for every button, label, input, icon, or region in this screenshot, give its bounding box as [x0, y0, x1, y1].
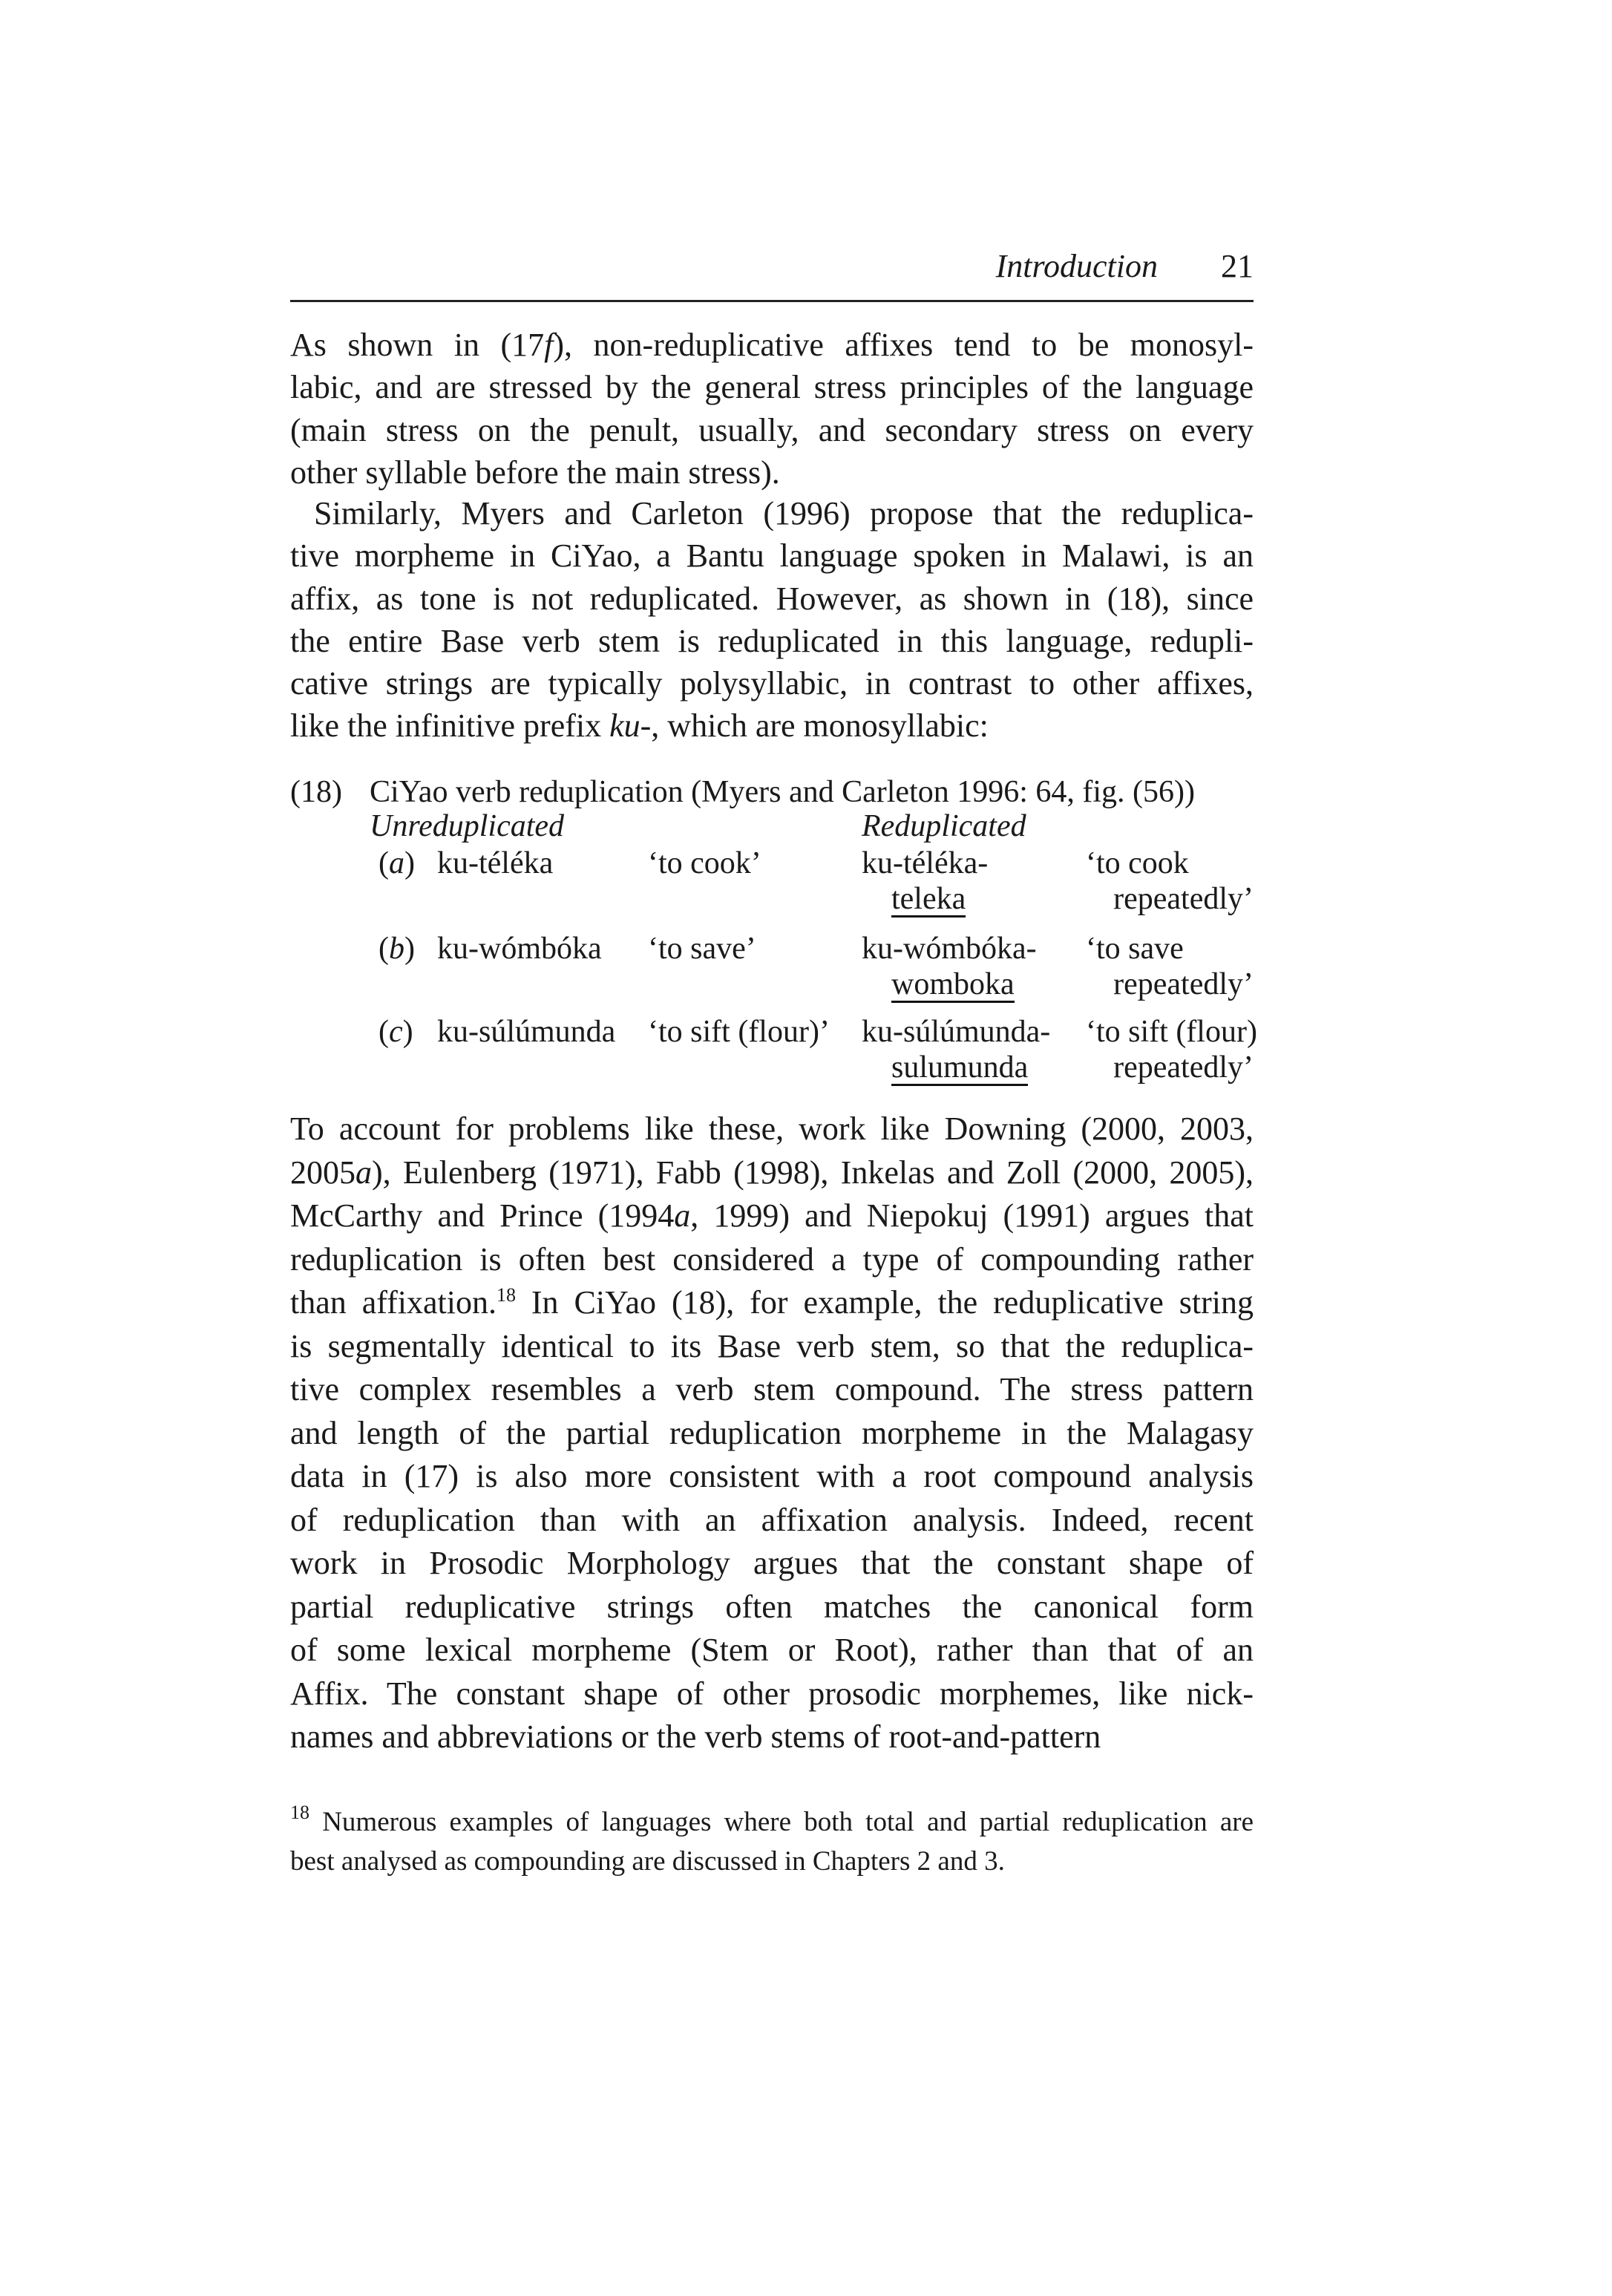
text-segment: of reduplication than with an affixation analysis. Indeed, recent — [290, 1501, 1254, 1538]
text-segment: tive complex resembles a verb stem compound. The stress pattern — [290, 1371, 1254, 1407]
row-letter: c — [389, 1015, 403, 1049]
text-line — [290, 534, 1254, 577]
text-segment: f — [544, 327, 554, 363]
text-line — [290, 1368, 1254, 1412]
text-segment: reduplication is often best considered a type of compounding rather — [290, 1240, 1254, 1278]
text-segment: McCarthy and Prince (1994 — [290, 1197, 675, 1234]
row-letter: a — [389, 846, 404, 880]
reduplicated-gloss-cont: repeatedly’ — [1113, 882, 1254, 916]
text-line — [290, 1412, 1254, 1456]
text-line — [290, 492, 1254, 534]
text-line — [290, 1672, 1254, 1716]
reduplicated-copy — [891, 1049, 1028, 1086]
text-line — [290, 409, 1254, 451]
underlined-copy: sulumunda — [891, 1050, 1029, 1085]
footnote-line: Numerous examples of languages where both total and partial reduplication are — [322, 1807, 1254, 1837]
underlined-copy: teleka — [891, 882, 966, 916]
text-line — [290, 451, 1254, 494]
text-segment: cative strings are typically polysyllabic, in contrast to other affixes, — [290, 665, 1254, 702]
text-segment: like the infinitive prefix — [290, 707, 610, 745]
footnote-marker: 18 — [290, 1802, 309, 1823]
reduplicated-gloss-cont: repeatedly’ — [1113, 967, 1254, 1001]
reduplicated-gloss-cont: repeatedly’ — [1113, 1050, 1254, 1085]
text-line — [290, 1151, 1254, 1195]
text-segment: labic, and are stressed by the general stress principles of the language — [290, 369, 1254, 406]
text-segment: In CiYao (18), for example, the reduplicative string — [515, 1284, 1254, 1321]
text-line — [290, 620, 1254, 662]
text-segment: ku- — [609, 707, 652, 745]
unreduplicated-gloss: ‘to save’ — [648, 932, 756, 966]
text-line — [290, 1629, 1254, 1672]
text-line — [290, 578, 1254, 620]
column-header-unreduplicated: Unreduplicated — [370, 809, 565, 843]
example-title: CiYao verb reduplication (Myers and Carleton 1996: 64, fig. (56)) — [370, 775, 1196, 809]
unreduplicated-gloss: ‘to sift (flour)’ — [648, 1015, 830, 1049]
text-segment: ), Eulenberg (1971), Fabb (1998), Inkelas and Zoll (2000, 2005), — [372, 1154, 1254, 1191]
text-line — [290, 1281, 1254, 1325]
reduplicated-copy — [891, 966, 1015, 1003]
column-header-reduplicated: Reduplicated — [862, 809, 1026, 843]
text-segment: of some lexical morpheme (Stem or Root), rather than that of an — [290, 1632, 1254, 1668]
text-segment: 2005 — [290, 1154, 356, 1191]
text-line — [290, 662, 1254, 704]
underlined-copy: womboka — [891, 967, 1015, 1001]
text-segment: partial reduplicative strings often matches the canonical form — [290, 1588, 1254, 1625]
text-line — [290, 324, 1254, 366]
row-letter: b — [389, 932, 404, 966]
running-title: Introduction — [995, 248, 1158, 284]
text-line — [290, 1325, 1254, 1369]
unreduplicated-gloss: ‘to cook’ — [648, 846, 761, 880]
example-number: (18) — [290, 775, 342, 809]
text-segment: affix, as tone is not reduplicated. However, as shown in (18), since — [290, 580, 1254, 617]
text-segment: To account for problems like these, work like Downing (2000, 2003, — [290, 1111, 1254, 1147]
reduplicated-gloss: ‘to cook — [1086, 846, 1189, 880]
text-segment: (main stress on the penult, usually, and secondary stress on every — [290, 411, 1254, 448]
paragraph-1 — [290, 324, 1254, 494]
text-line — [290, 1586, 1254, 1629]
text-segment: the entire Base verb stem is reduplicated in this language, redupli- — [290, 622, 1254, 659]
footnote-line: best analysed as compounding are discussed in Chapters 2 and 3. — [290, 1846, 1005, 1877]
example-row-label: (a) — [379, 846, 415, 880]
text-segment: work in Prosodic Morphology argues that the constant shape of — [290, 1545, 1254, 1581]
text-line — [290, 1542, 1254, 1586]
reduplicated-stem: ku-téléka- — [862, 846, 989, 880]
text-segment: names and abbreviations or the verb stems of root-and-pattern — [290, 1718, 1101, 1755]
reduplicated-stem: ku-súlúmunda- — [862, 1015, 1051, 1049]
text-segment: data in (17) is also more consistent with a root compound analysis — [290, 1458, 1254, 1494]
example-row-label: (b) — [379, 932, 415, 966]
text-line — [290, 1499, 1254, 1543]
paragraph-2 — [290, 492, 1254, 748]
paragraph-3 — [290, 1108, 1254, 1759]
text-segment: a — [356, 1154, 372, 1191]
text-segment: , which are monosyllabic: — [651, 707, 989, 745]
text-segment: Similarly, Myers and Carleton (1996) propose that the reduplica- — [314, 495, 1254, 532]
unreduplicated-form: ku-súlúmunda — [437, 1015, 616, 1049]
text-segment: ), non-reduplicative affixes tend to be monosyl- — [553, 327, 1254, 363]
example-row-label: (c) — [379, 1015, 413, 1049]
text-line — [290, 1194, 1254, 1238]
reduplicated-copy — [891, 880, 966, 918]
unreduplicated-form: ku-wómbóka — [437, 932, 602, 966]
text-segment: As shown in (17 — [290, 327, 545, 363]
text-segment: , 1999) and Niepokuj (1991) argues that — [690, 1197, 1254, 1234]
text-line — [290, 1716, 1254, 1759]
text-segment: Affix. The constant shape of other prosodic morphemes, like nick- — [290, 1675, 1254, 1712]
header-rule — [290, 300, 1254, 302]
footnote-reference[interactable]: 18 — [496, 1284, 516, 1306]
text-segment: and length of the partial reduplication morpheme in the Malagasy — [290, 1414, 1254, 1451]
reduplicated-gloss: ‘to sift (flour) — [1086, 1015, 1257, 1049]
text-segment: other syllable before the main stress). — [290, 454, 780, 491]
text-line — [290, 704, 1254, 747]
text-segment: than affixation. — [290, 1284, 497, 1321]
text-line — [290, 1455, 1254, 1499]
text-line — [290, 1108, 1254, 1151]
text-segment: tive morpheme in CiYao, a Bantu language spoken in Malawi, is an — [290, 537, 1254, 575]
reduplicated-gloss: ‘to save — [1086, 932, 1184, 966]
unreduplicated-form: ku-téléka — [437, 846, 554, 880]
page-number: 21 — [1221, 248, 1254, 284]
text-segment: is segmentally identical to its Base verb stem, so that the reduplica- — [290, 1327, 1254, 1364]
text-segment: a — [674, 1197, 691, 1234]
reduplicated-stem: ku-wómbóka- — [862, 932, 1037, 966]
text-line — [290, 366, 1254, 408]
text-line — [290, 1238, 1254, 1282]
footnote-18 — [290, 1802, 1254, 1881]
